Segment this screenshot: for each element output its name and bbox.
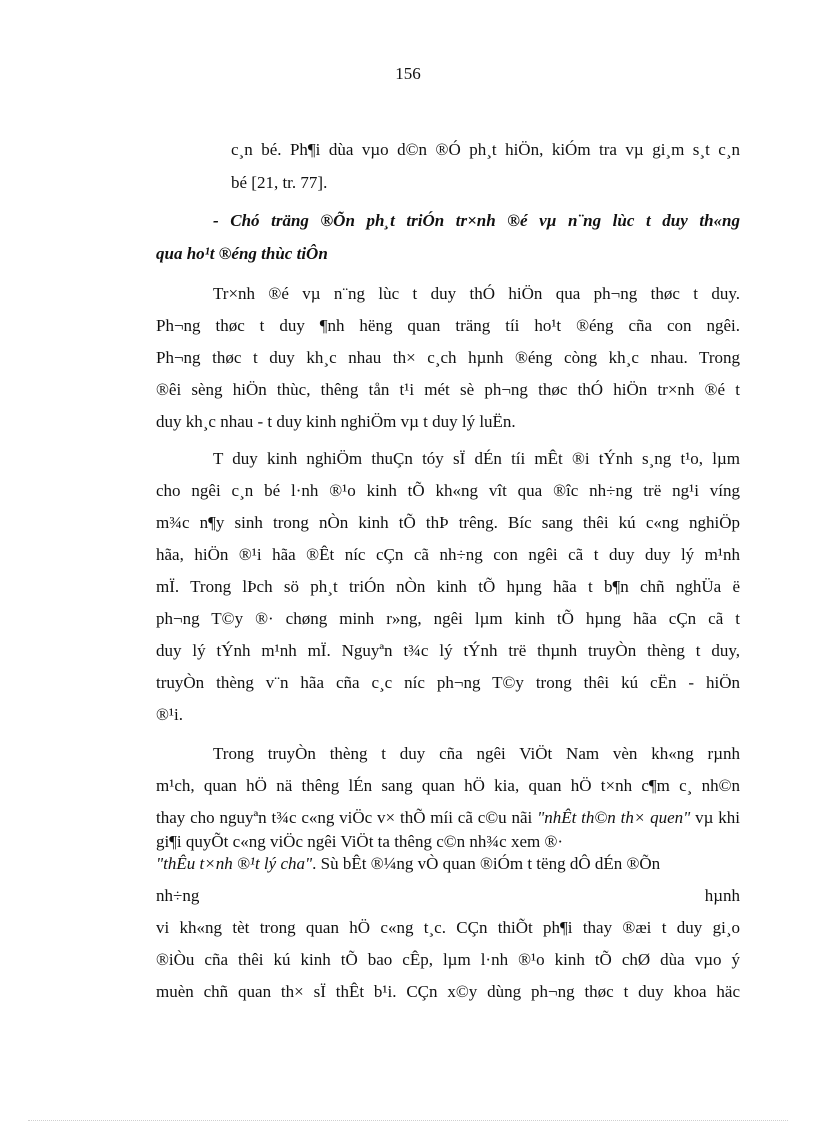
text-line: ph¬ng T©y ®· chøng minh r»ng, ngêi lµm kinh tÕ hµng hãa cÇn cã t [156,609,740,628]
quoted-phrase: "nhÊt th©n th× quen" [537,808,691,827]
text-line: m¹ch, quan hÖ nä thêng lÉn sang quan hÖ kia, quan hÖ t×nh c¶m c¸ nh©n [156,776,740,795]
text-line [156,884,740,908]
text-line: Tr×nh ®é vµ n¨ng lùc t duy thÓ hiÖn qua ph¬ng thøc t duy. [213,284,740,303]
text-run: thay cho nguyªn t¾c c«ng viÖc v× thÕ míi cã c©u nãi [156,808,538,827]
text-line: ®êi sèng hiÖn thùc, thêng tån t¹i mét sè ph¬ng thøc thÓ hiÖn tr×nh ®é t [156,380,740,399]
text-line: Trong truyÒn thèng t duy cña ngêi ViÖt Nam vèn kh«ng rµnh [213,744,740,763]
footer-divider [28,1120,788,1121]
text-line: vi kh«ng tèt trong quan hÖ c«ng t¸c. CÇn thiÕt ph¶i thay ®æi t duy gi¸o [156,918,740,937]
text-line: bé [21, tr. 77]. [231,173,328,192]
text-line [156,852,660,876]
section-heading: - Chó träng ®Õn ph¸t triÓn tr×nh ®é vµ n¨ng lùc t duy th«ng [213,211,740,230]
text-line: c¸n bé. Ph¶i dùa vµo d©n ®Ó ph¸t hiÖn, kiÓm tra vµ gi¸m s¸t c¸n [231,140,740,159]
text-line: Ph¬ng thøc t duy ¶nh hëng quan träng tíi ho¹t ®éng cña con ngêi. [156,316,740,335]
text-run: vµ khi gi¶i quyÕt c«ng viÖc ngêi ViÖt ta thêng c©n nh¾c xem ®· [156,808,740,851]
text-line: mÏ. Trong lÞch sö ph¸t triÓn nÒn kinh tÕ hµng hãa t b¶n chñ nghÜa ë [156,577,740,596]
text-line: duy lý tÝnh m¹nh mÏ. Nguyªn t¾c lý tÝnh trë thµnh truyÒn thèng t duy, [156,641,740,660]
text-line: hãa, hiÖn ®¹i hãa ®Êt níc cÇn cã nh÷ng con ngêi cã t duy duy lý m¹nh [156,545,740,564]
page-number: 156 [395,64,421,83]
quoted-phrase: "thÊu t×nh ®¹t lý cha" [156,854,313,873]
section-heading: qua ho¹t ®éng thùc tiÔn [156,244,328,263]
text-line: Ph¬ng thøc t duy kh¸c nhau th× c¸ch hµnh ®éng còng kh¸c nhau. Trong [156,348,740,367]
text-line: muèn chñ quan th× sÏ thÊt b¹i. CÇn x©y dùng ph¬ng thøc t duy khoa häc [156,982,740,1001]
text-line: duy kh¸c nhau - t duy kinh nghiÖm vµ t duy lý luËn. [156,412,516,431]
text-line: ®iÒu cña thêi kú kinh tÕ bao cÊp, lµm l·nh ®¹o kinh tÕ chØ dùa vµo ý [156,950,740,969]
text-run: . Sù bÊt ®¼ng vÒ quan ®iÓm t tëng dÔ dÉn ®Õn [312,854,661,873]
text-line: T duy kinh nghiÖm thuÇn tóy sÏ dÉn tíi mÊt ®i tÝnh s¸ng t¹o, lµm [213,449,740,468]
text-line: truyÒn thèng v¨n hãa cña c¸c níc ph¬ng T©y trong thêi kú cËn - hiÖn [156,673,740,692]
text-line: ®¹i. [156,705,183,724]
text-line: cho ngêi c¸n bé l·nh ®¹o kinh tÕ kh«ng vît qua ®îc nh÷ng trë ng¹i víng [156,481,740,500]
text-run: nh÷ng [156,886,200,905]
text-line: m¾c n¶y sinh trong nÒn kinh tÕ thÞ trêng. Bíc sang thêi kú c«ng nghiÖp [156,513,740,532]
text-run: hµnh [704,886,741,905]
